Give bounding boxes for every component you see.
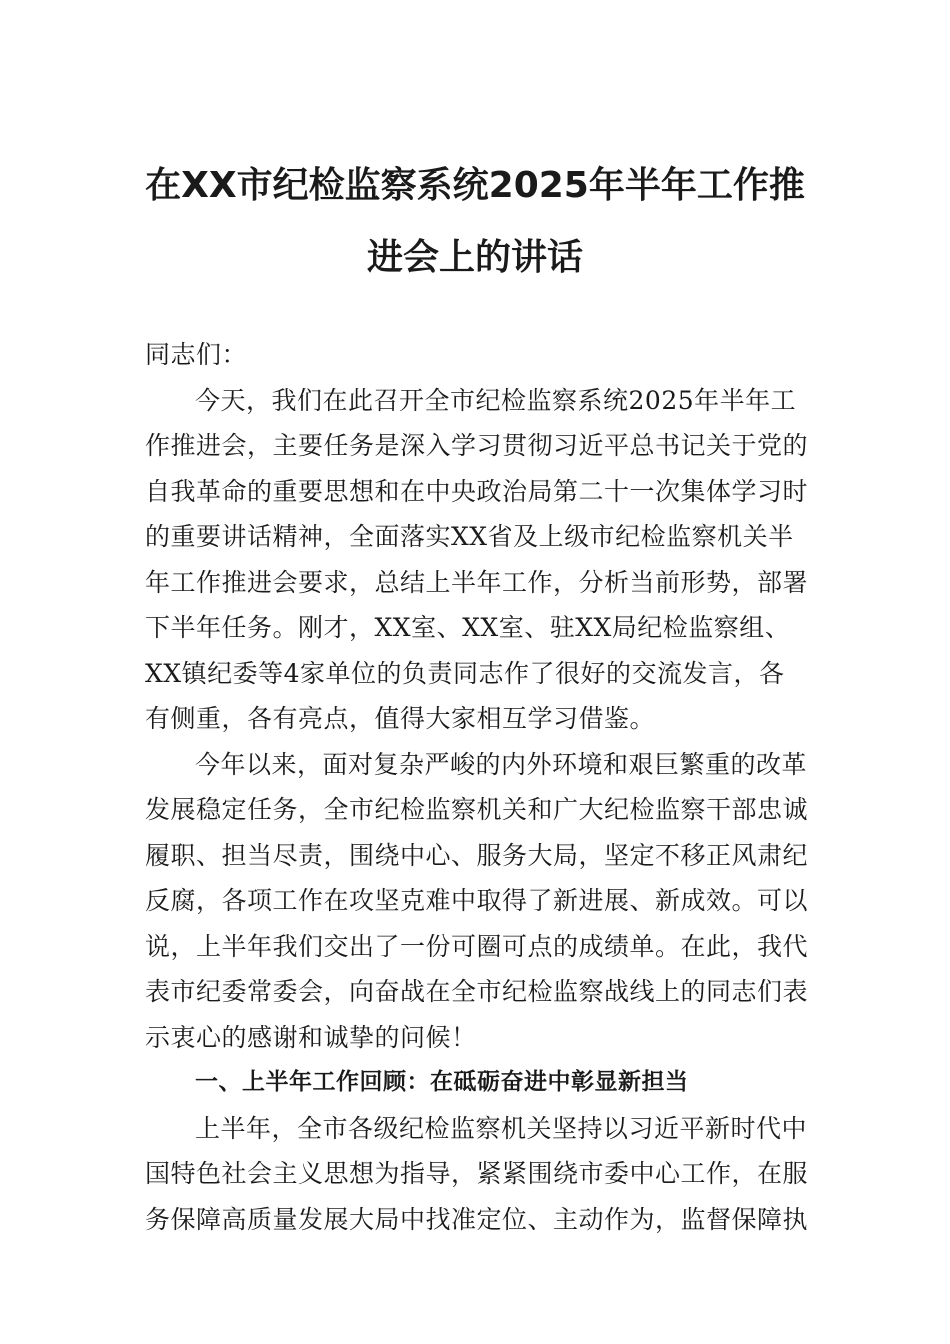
document-body: [145, 332, 815, 1242]
paragraph-line: 务保障高质量发展大局中找准定位、主动作为，监督保障执: [145, 1204, 809, 1234]
paragraph-line: 自我革命的重要思想和在中央政治局第二十一次集体学习时: [145, 476, 809, 506]
paragraph-line: 今天，我们在此召开全市纪检监察系统2025年半年工: [195, 385, 797, 415]
paragraph-line: 有侧重，各有亮点，值得大家相互学习借鉴。: [145, 704, 656, 733]
paragraph-line: 下半年任务。刚才，XX室、XX室、驻XX局纪检监察组、: [145, 613, 791, 642]
paragraph-1: [145, 378, 815, 742]
title-line-2: 进会上的讲话: [366, 237, 583, 278]
title-line-1: 在XX市纪检监察系统2025年半年工作推: [145, 165, 805, 206]
paragraph-line: 的重要讲话精神，全面落实XX省及上级市纪检监察机关半: [145, 522, 794, 551]
paragraph-line: XX镇纪委等4家单位的负责同志作了很好的交流发言，各: [145, 658, 785, 688]
paragraph-line: 示衷心的感谢和诚挚的问候！: [145, 1022, 477, 1052]
paragraph-line: 国特色社会主义思想为指导，紧紧围绕市委中心工作，在服: [145, 1159, 809, 1188]
document-title: [120, 150, 830, 294]
paragraph-line: 履职、担当尽责，围绕中心、服务大局，坚定不移正风肃纪: [145, 840, 809, 870]
paragraph-line: 发展稳定任务，全市纪检监察机关和广大纪检监察干部忠诚: [145, 795, 809, 824]
paragraph-3: [145, 1106, 815, 1243]
paragraph-line: 反腐，各项工作在攻坚克难中取得了新进展、新成效。可以: [145, 886, 809, 915]
paragraph-line: 作推进会，主要任务是深入学习贯彻习近平总书记关于党的: [145, 431, 809, 460]
paragraph-line: 上半年，全市各级纪检监察机关坚持以习近平新时代中: [195, 1113, 808, 1143]
paragraph-line: 表市纪委常委会，向奋战在全市纪检监察战线上的同志们表: [145, 977, 809, 1006]
paragraph-line: 说，上半年我们交出了一份可圈可点的成绩单。在此，我代: [145, 931, 809, 961]
paragraph-2: [145, 742, 815, 1061]
salutation: 同志们：: [145, 340, 248, 369]
section-heading: 一、上半年工作回顾：在砥砺奋进中彰显新担当: [195, 1069, 689, 1095]
paragraph-line: 年工作推进会要求，总结上半年工作，分析当前形势，部署: [145, 567, 809, 597]
paragraph-line: 今年以来，面对复杂严峻的内外环境和艰巨繁重的改革: [195, 749, 808, 779]
